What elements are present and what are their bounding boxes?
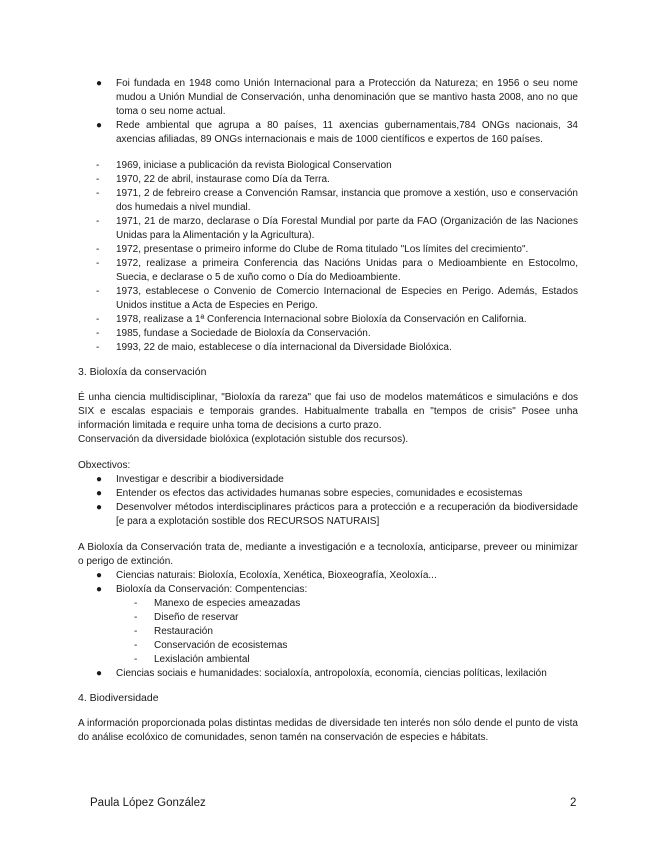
page-number: 2 [570, 797, 577, 809]
dash-marker: - [134, 640, 138, 651]
dash-marker: - [96, 244, 100, 255]
timeline-item: - 1969, iniciase a publicación da revista Biological Conservation [96, 160, 392, 171]
dash-marker: - [96, 174, 100, 185]
timeline-list [78, 159, 578, 355]
dash-marker: - [134, 598, 138, 609]
list-item: ● Entender os efectos das actividades humanas sobre especies, comunidades e ecosistemas [96, 488, 523, 499]
paragraph: Conservación da diversidade biolóxica (explotación sistuble dos recursos). [78, 434, 409, 445]
timeline-item: - 1973, establecese o Convenio de Comercio Internacional de Especies en Perigo. Además, Estados Unidos instituе a Acta de Especies en Perigo. [96, 286, 578, 311]
dash-marker: - [134, 654, 138, 665]
dash-marker: - [134, 612, 138, 623]
section-heading: 4. Biodiversidade [78, 692, 159, 704]
dash-marker: - [96, 216, 100, 227]
timeline-item: - 1978, realizase a 1ª Conferencia Internacional sobre Bioloxía da Conservación en California. [96, 314, 527, 325]
paragraph: É unha ciencia multidisciplinar, "Bioloxía da rareza" que fai uso de modelos matemáticos e simulacións e dos SIX e escalas espaciais e temporais grandes. Habitualmente traballa en "tempos de crisis" Posee unha información limitada e require unha toma de decisions a curto prazo. [78, 392, 578, 431]
dash-marker: - [96, 160, 100, 171]
dash-marker: - [96, 328, 100, 339]
dash-marker: - [134, 626, 138, 637]
list-item: ● Bioloxía da Conservación: Compentencias: [96, 584, 308, 595]
section-heading: 3. Bioloxía da conservación [78, 366, 207, 378]
timeline-item: - 1970, 22 de abril, instaurase como Día da Terra. [96, 174, 330, 185]
bullet-marker: ● [96, 488, 103, 499]
page-content [78, 77, 578, 745]
bullet-marker: ● [96, 668, 103, 679]
list-item: ● Foi fundada en 1948 como Unión Internacional para a Protección da Natureza; en 1956 o seu nome mudou a Unión Mundial de Conservación, unha denominación que se mantivo hasta 2008, ano no que toma o seu nome actual. [96, 78, 578, 117]
paragraph: A Bioloxía da Conservación trata de, mediante a investigación e a tecnoloxía, anticiparse, preveer ou minimizar o perigo de extinción. [78, 542, 578, 567]
sub-list-item: - Manexo de especies ameazadas [134, 598, 301, 609]
timeline-item: - 1972, realizase a primeira Conferencia das Nacións Unidas para o Medioambiente en Estocolmo, Suecia, e declarase o 5 de xuño como o Día do Medioambiente. [96, 258, 578, 283]
timeline-item: - 1971, 21 de marzo, declarase o Día Forestal Mundial por parte da FAO (Organización de las Naciones Unidas para la Alimentación y la Agricultura). [96, 216, 578, 241]
dash-marker: - [96, 314, 100, 325]
bullet-marker: ● [96, 78, 103, 89]
dash-marker: - [96, 286, 100, 297]
sub-list-item: - Restauración [134, 626, 213, 637]
paragraph: A información proporcionada polas distintas medidas de diversidade ten interés non sólo dende el punto de vista do análise ecolóxico de comunidades, senon tamén na conservación de especies e hábitats. [78, 718, 578, 743]
bullet-marker: ● [96, 584, 103, 595]
list-item: ● Rede ambiental que agrupa a 80 países, 11 axencias gubernamentais,784 ONGs nacionais, 34 axencias afiliadas, 89 ONGs internacionais e mais de 1000 científicos e expertos de 160 países. [96, 120, 578, 145]
bullet-marker: ● [96, 570, 103, 581]
bullet-marker: ● [96, 120, 103, 131]
timeline-item: - 1972, presentase o primeiro informe do Clube de Roma titulado "Los límites del crecimiento". [96, 244, 529, 255]
list-item: ● Ciencias naturais: Bioloxía, Ecoloxía, Xenética, Bioxeografía, Xeoloxía... [96, 570, 437, 581]
objectives-label: Obxectivos: [78, 460, 131, 471]
footer-author: Paula López González [90, 797, 206, 809]
bullet-marker: ● [96, 502, 103, 513]
sub-list-item: - Lexislación ambiental [134, 654, 250, 665]
dash-marker: - [96, 188, 100, 199]
timeline-item: - 1971, 2 de febreiro crease a Convención Ramsar, instancia que promove a xestión, uso e conservación dos humedais a nivel mundial. [96, 188, 578, 213]
timeline-item: - 1985, fundase a Sociedade de Bioloxía da Conservación. [96, 328, 371, 339]
list-item: ● Investigar e describir a biodiversidade [96, 474, 284, 485]
list-item: ● Ciencias sociais e humanidades: socialoxía, antropoloxía, economía, ciencias políticas, lexilación [96, 668, 547, 679]
dash-marker: - [96, 342, 100, 353]
sub-list-item: - Conservación de ecosistemas [134, 640, 288, 651]
bullet-marker: ● [96, 474, 103, 485]
sub-list-item: - Diseño de reservar [134, 612, 239, 623]
dash-marker: - [96, 258, 100, 269]
list-item: ● Desenvolver métodos interdisciplinares prácticos para a protección e a recuperación da biodiversidade [e para a explotación sostible dos RECURSOS NATURAIS] [96, 502, 578, 527]
timeline-item: - 1993, 22 de maio, establecese o día internacional da Diversidade Biolóxica. [96, 342, 452, 353]
